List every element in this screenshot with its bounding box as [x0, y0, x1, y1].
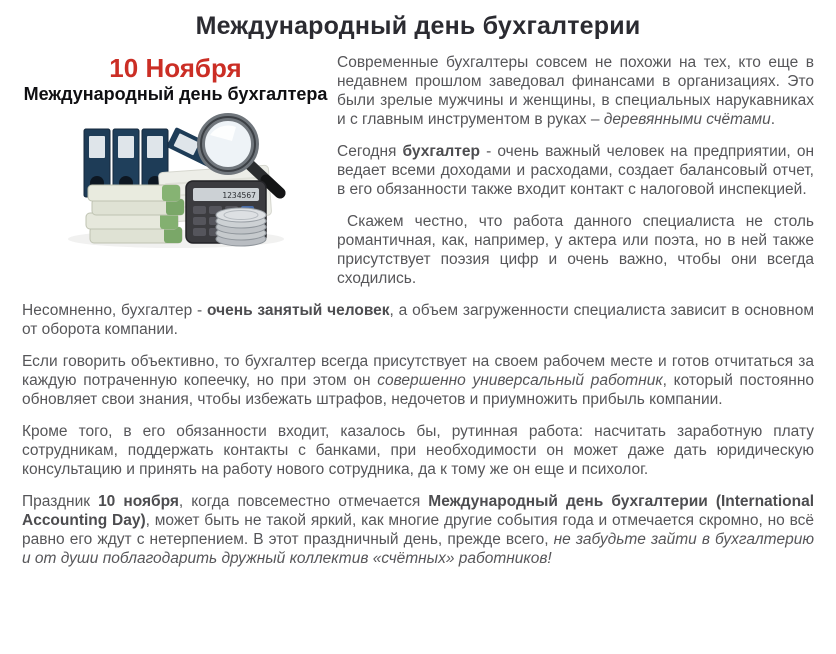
text-run: , может быть не такой яркий, как многие другие события года и отмечается скромно, но всё равно его ждут с нетерпением. В этот праздничный день, прежде всего,: [22, 512, 814, 548]
text-run: Сегодня: [337, 143, 403, 160]
text-run: , а объем загруженности специалиста зависит в основном от оборота компании.: [22, 302, 814, 338]
coins-icon: [216, 208, 266, 246]
text-run: 10 ноября: [98, 493, 179, 510]
accounting-illustration: [58, 111, 294, 249]
text-run: Несомненно, бухгалтер -: [22, 302, 208, 319]
text-run: Скажем честно, что работа данного специалиста не столь романтичная, как, например, у актера или поэта, но в ней также присутствует поэзия цифр и очень важно, чтобы они всегда сходились.: [337, 213, 814, 287]
text-run: деревянными счётами: [603, 111, 771, 128]
paragraph: [22, 352, 814, 409]
paragraph: [22, 301, 814, 339]
text-run: Кроме того, в его обязанности входит, казалось бы, рутинная работа: насчитать заработную плату сотрудникам, поддержать контакты с банками, при необходимости он может даже дать юридическую консультацию и принять на работу нового сотрудника, да к тому же он еще и психолог.: [22, 423, 814, 478]
text-run: очень занятый человек: [207, 302, 390, 319]
text-run: бухгалтер: [402, 143, 480, 160]
svg-text:1234567: 1234567: [221, 191, 256, 200]
text-run: , который постоянно обновляет свои знания, чтобы избежать штрафов, недочетов и приумножить прибыль компании.: [22, 372, 815, 408]
text-run: Современные бухгалтеры совсем не похожи на тех, кто еще в недавнем прошлом заведовал финансами в организациях. Это были зрелые мужчины и женщины, в специальных нарукавниках и с главным инструментом в руках –: [337, 54, 814, 128]
holiday-card: [22, 53, 337, 289]
text-run: .: [770, 111, 776, 128]
article-body: [22, 53, 814, 568]
holiday-subtitle: Международный день бухгалтера: [23, 84, 328, 104]
page-title: Международный день бухгалтерии: [195, 12, 641, 40]
holiday-date: 10 Ноября: [109, 53, 242, 83]
paragraph: [22, 422, 814, 479]
text-run: не забудьте зайти в бухгалтерию и от души поблагодарить дружный коллектив «счётных» работников!: [22, 531, 815, 567]
money-stack-icon: [86, 185, 184, 243]
paragraph: [22, 492, 814, 568]
text-run: совершенно универсальный работник: [377, 372, 663, 389]
text-run: Международный день бухгалтерии (International Accounting Day): [22, 493, 814, 529]
text-run: Праздник: [22, 493, 99, 510]
text-run: Если говорить объективно, то бухгалтер всегда присутствует на своем рабочем месте и готов отчитаться за каждую потраченную копеечку, но при этом он: [22, 353, 814, 389]
text-run: - очень важный человек на предприятии, он ведает всеми доходами и расходами, создает балансовый отчет, в его обязанности также входит контакт с налоговой инспекцией.: [337, 143, 815, 198]
text-run: , когда повсеместно отмечается: [178, 493, 429, 510]
